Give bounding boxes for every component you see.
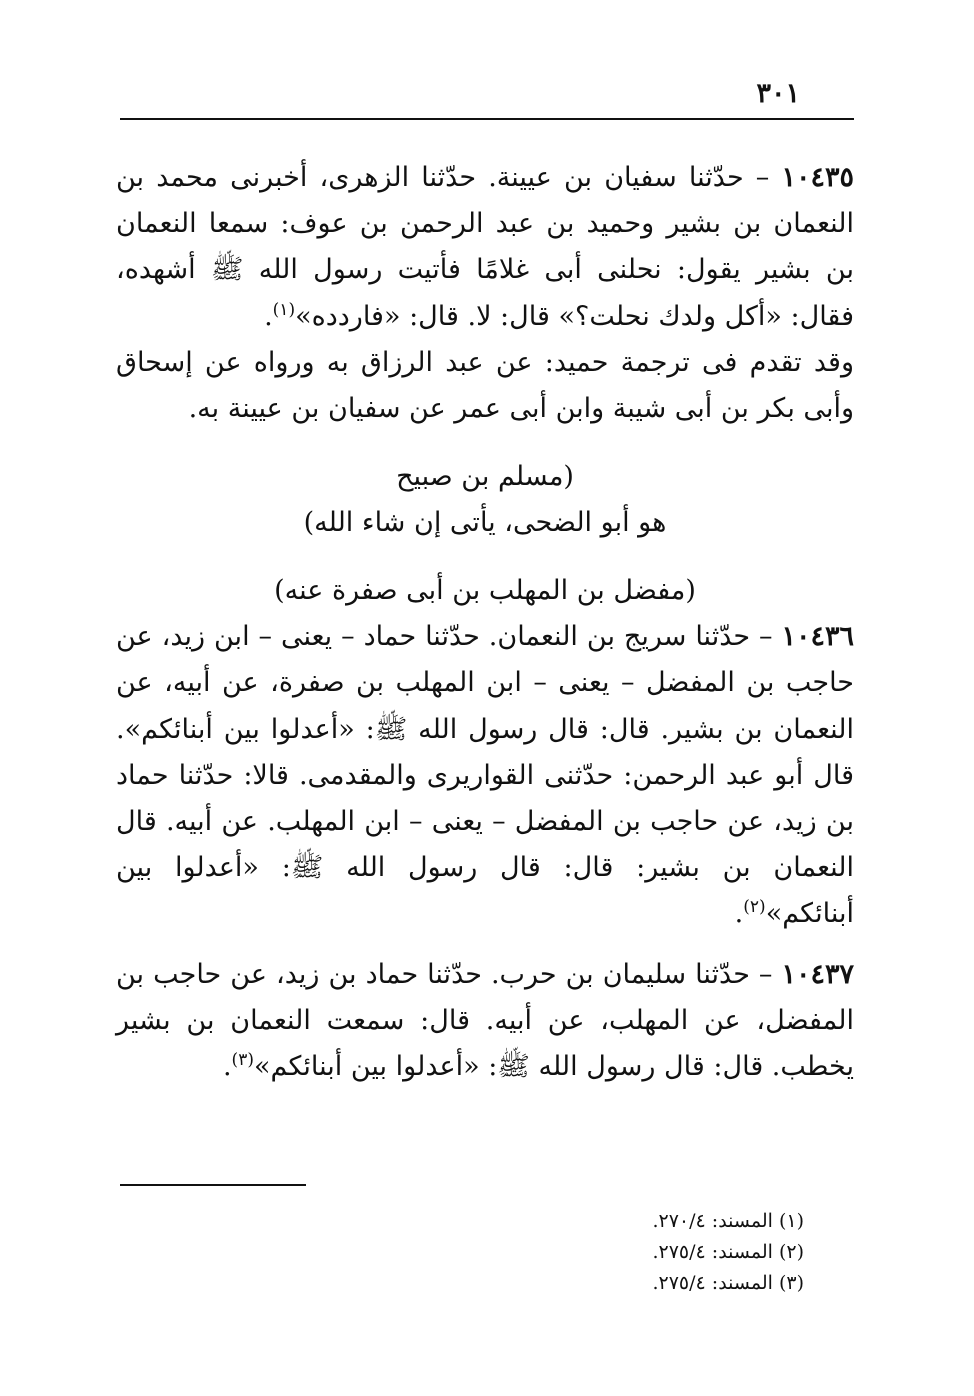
hadith-end: . — [734, 898, 744, 930]
footnote-ref: (٢) — [743, 897, 766, 918]
hadith-end: . — [222, 1051, 232, 1083]
page-number: ٣٠١ — [756, 78, 800, 109]
section-title-mufaddal: (مفضل بن المهلب بن أبى صفرة عنه) — [274, 575, 696, 607]
hadith-number: ١٠٤٣٦ — [781, 621, 854, 653]
hadith-text: – حدّثنا سفيان بن عيينة. حدّثنا الزهرى، أخبرنى محمد بن النعمان بن بشير وحميد بن عبد الرحمن بن عوف: سمعا النعمان بن بشير يقول: نحلنى أبى غلامًا فأتيت رسول الله ﷺ أشهده، فقال: «أكل ولدك نحلت؟» قال: لا. قال: «فاردده» — [116, 162, 854, 332]
footnote-3: (٣) المسند: ٢٧٥/٤. — [652, 1272, 804, 1294]
hadith-10436 — [116, 614, 854, 937]
hadith-number: ١٠٤٣٧ — [781, 958, 854, 990]
section-subtitle-muslim: هو أبو الضحى، يأتى إن شاء الله) — [303, 507, 667, 539]
footnote-2: (٢) المسند: ٢٧٥/٤. — [652, 1241, 804, 1263]
hadith-text: – حدّثنا سريج بن النعمان. حدّثنا حماد – يعنى – ابن زيد، عن حاجب بن المفضل – يعنى – ابن المهلب بن صفرة، عن أبيه، عن النعمان بن بشير. قال: قال رسول الله ﷺ: «أعدلوا بين أبنائكم». قال أبو عبد الرحمن: حدّثنى القواريرى والمقدمى. قالا: حدّثنا حماد بن زيد، عن حاجب بن المفضل – يعنى – ابن المهلب. عن أبيه. قال النعمان بن بشير: قال: قال رسول الله ﷺ: «أعدلوا بين أبنائكم» — [116, 621, 854, 930]
hadith-number: ١٠٤٣٥ — [781, 162, 854, 193]
main-text — [116, 155, 854, 1090]
hadith-10437 — [116, 952, 854, 1091]
header-rule — [120, 118, 854, 120]
hadith-10435 — [116, 155, 854, 340]
footnote-1: (١) المسند: ٢٧٠/٤. — [652, 1210, 804, 1232]
hadith-end: . — [264, 300, 273, 332]
section-title-muslim: (مسلم بن صبيح — [396, 461, 574, 493]
footnote-ref: (١) — [272, 299, 296, 320]
footnotes — [304, 1206, 804, 1299]
footnote-ref: (٣) — [231, 1050, 254, 1071]
footnote-rule — [120, 1184, 306, 1186]
note-paragraph: وقد تقدم فى ترجمة حميد: عن عبد الرزاق به ورواه عن إسحاق وأبى بكر بن أبى شيبة وابن أبى عمر عن سفيان بن عيينة به. — [116, 346, 854, 425]
hadith-text: – حدّثنا سليمان بن حرب. حدّثنا حماد بن زيد، عن حاجب بن المفضل، عن المهلب، عن أبيه. قال: سمعت النعمان بن بشير يخطب. قال: قال رسول الله ﷺ: «أعدلوا بين أبنائكم» — [116, 958, 854, 1083]
